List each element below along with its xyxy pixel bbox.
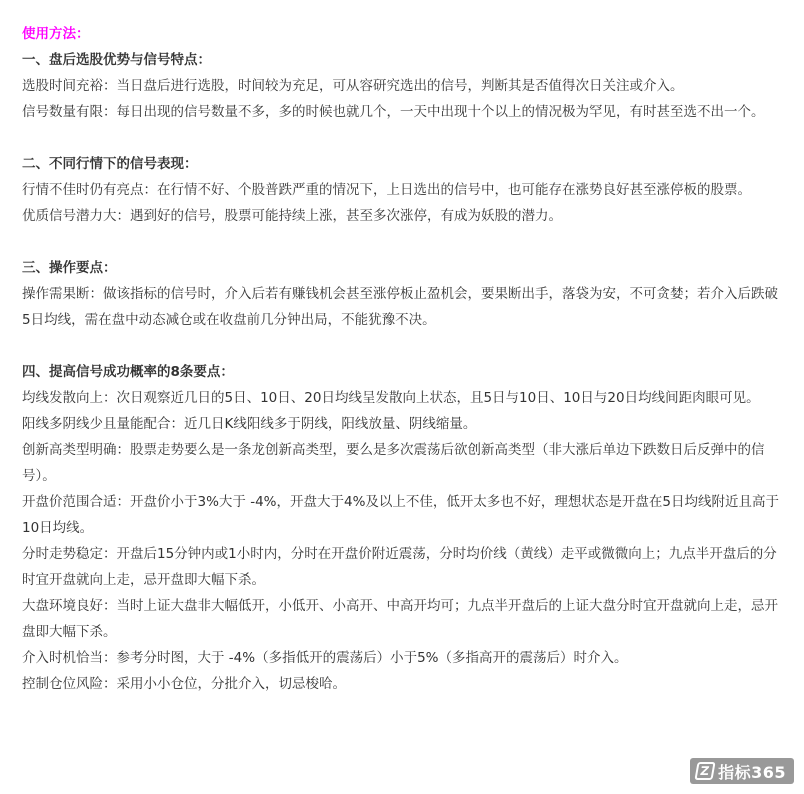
watermark-text: 指标365 — [718, 762, 786, 782]
section-1-line-2: 信号数量有限：每日出现的信号数量不多，多的时候也就几个，一天中出现十个以上的情况极为罕见，有时甚至选不出一个。 — [22, 104, 765, 120]
section-1-line-1: 选股时间充裕：当日盘后进行选股，时间较为充足，可从容研究选出的信号，判断其是否值得次日关注或介入。 — [22, 78, 684, 94]
section-4-line-8: 控制仓位风险：采用小小仓位，分批介入，切忌梭哈。 — [22, 676, 346, 692]
section-title-3: 三、操作要点： — [22, 260, 117, 276]
section-4-line-1: 均线发散向上：次日观察近几日的5日、10日、20日均线呈发散向上状态，且5日与10日、10日与20日均线间距肉眼可见。 — [22, 390, 760, 406]
section-title-4: 四、提高信号成功概率的8条要点： — [22, 364, 234, 380]
section-4-line-6: 大盘环境良好：当时上证大盘非大幅低开，小低开、小高开、中高开均可；九点半开盘后的上证大盘分时宜开盘就向上走，忌开盘即大幅下杀。 — [22, 598, 778, 640]
site-watermark — [690, 758, 794, 784]
section-4-line-5: 分时走势稳定：开盘后15分钟内或1小时内，分时在开盘价附近震荡，分时均价线（黄线）走平或微微向上；九点半开盘后的分时宜开盘就向上走，忌开盘即大幅下杀。 — [22, 546, 777, 588]
section-4-line-3: 创新高类型明确：股票走势要么是一条龙创新高类型，要么是多次震荡后欲创新高类型（非大涨后单边下跌数日后反弹中的信号）。 — [22, 442, 765, 484]
watermark-logo-icon: Z — [695, 762, 716, 780]
page-heading: 使用方法： — [22, 26, 90, 42]
section-gap — [22, 125, 784, 151]
section-title-2: 二、不同行情下的信号表现： — [22, 156, 198, 172]
section-4-line-4: 开盘价范围合适：开盘价小于3%大于 -4%，开盘大于4%及以上不佳，低开太多也不好，理想状态是开盘在5日均线附近且高于10日均线。 — [22, 494, 780, 536]
section-gap — [22, 229, 784, 255]
section-4-line-2: 阳线多阴线少且量能配合：近几日K线阳线多于阴线，阳线放量、阴线缩量。 — [22, 416, 477, 432]
document-body — [22, 21, 784, 697]
section-2-line-1: 行情不佳时仍有亮点：在行情不好、个股普跌严重的情况下，上日选出的信号中，也可能存在涨势良好甚至涨停板的股票。 — [22, 182, 751, 198]
section-4-line-7: 介入时机恰当：参考分时图，大于 -4%（多指低开的震荡后）小于5%（多指高开的震荡后）时介入。 — [22, 650, 628, 666]
section-2-line-2: 优质信号潜力大：遇到好的信号，股票可能持续上涨，甚至多次涨停，有成为妖股的潜力。 — [22, 208, 562, 224]
section-title-1: 一、盘后选股优势与信号特点： — [22, 52, 211, 68]
section-3-line-1: 操作需果断：做该指标的信号时，介入后若有赚钱机会甚至涨停板止盈机会，要果断出手，落袋为安，不可贪婪；若介入后跌破5日均线，需在盘中动态减仓或在收盘前几分钟出局，不能犹豫不决。 — [22, 286, 778, 328]
section-gap — [22, 333, 784, 359]
